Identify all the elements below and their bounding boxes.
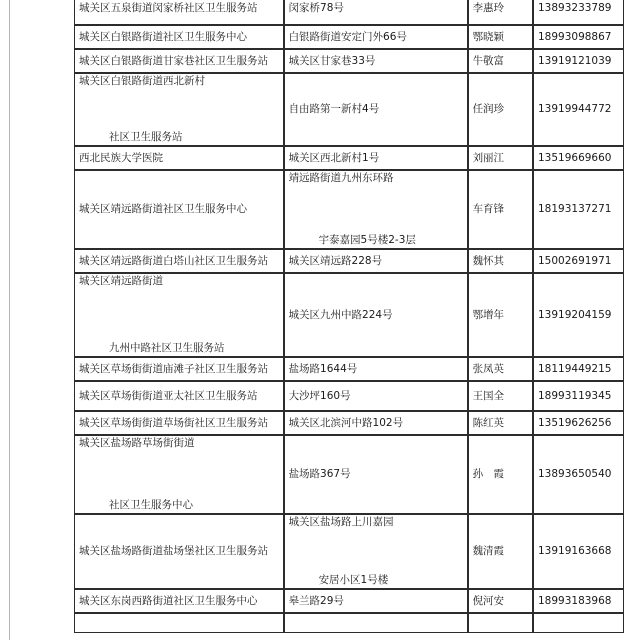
- facility-name-cell: [74, 49, 284, 73]
- contact-person-cell-text: 牛敬富: [472, 54, 505, 67]
- contact-person-cell-text: 王国全: [472, 389, 505, 402]
- address-cell-text: 城关区靖远路228号: [288, 254, 383, 267]
- address-cell-line: 靖远路街道九州东环路: [288, 172, 394, 184]
- facility-name-cell-text: 城关区白银路街道社区卫生服务中心: [79, 30, 247, 43]
- address-cell-line: 宇泰嘉园5号楼2-3层: [318, 234, 416, 246]
- facility-name-cell-text: 城关区草场街街道亚太社区卫生服务站: [79, 389, 258, 402]
- address-cell-text: 城关区北滨河中路102号: [288, 416, 404, 429]
- phone-number-cell: [533, 589, 624, 613]
- contact-person-cell: [468, 146, 533, 170]
- address-cell: [284, 411, 468, 435]
- contact-person-cell-text: 车育锋: [472, 203, 505, 215]
- phone-number-cell-text: 15002691971: [537, 254, 612, 267]
- facility-name-cell-text: 西北民族大学医院: [79, 151, 163, 164]
- contact-person-cell: [468, 25, 533, 49]
- phone-number-cell-text: 13919944772: [537, 103, 612, 115]
- facility-name-cell-line: 社区卫生服务中心: [109, 499, 193, 511]
- contact-person-cell: [468, 273, 533, 357]
- address-cell-line: 城关区盐场路上川嘉园: [288, 516, 394, 528]
- phone-number-cell-text: 18993098867: [537, 30, 612, 43]
- clinic-table: [74, 0, 624, 633]
- address-cell: [284, 25, 468, 49]
- phone-number-cell-text: 13519626256: [537, 416, 612, 429]
- address-cell: [284, 170, 468, 249]
- facility-name-cell-text: 城关区靖远路街道社区卫生服务中心: [79, 203, 247, 215]
- table-row: [74, 0, 624, 25]
- table-row: [74, 613, 624, 633]
- facility-name-cell: [74, 589, 284, 613]
- contact-person-cell-text: 李惠玲: [472, 2, 505, 14]
- phone-number-cell: [533, 0, 624, 25]
- contact-person-cell: [468, 0, 533, 25]
- address-cell: [284, 146, 468, 170]
- phone-number-cell-text: 13919121039: [537, 54, 612, 67]
- address-cell-text: 白银路街道安定门外66号: [288, 30, 407, 43]
- phone-number-cell-text: 18119449215: [537, 362, 612, 375]
- facility-name-cell-line: 九州中路社区卫生服务站: [109, 342, 225, 354]
- address-cell: [284, 273, 468, 357]
- phone-number-cell: [533, 435, 624, 514]
- clinic-table-wrapper: [74, 0, 624, 633]
- table-row: [74, 589, 624, 613]
- contact-person-cell-text: 孙 霞: [472, 468, 505, 480]
- address-cell-text: 城关区九州中路224号: [288, 308, 393, 321]
- address-cell: [284, 49, 468, 73]
- contact-person-cell-text: 任润珍: [472, 103, 505, 115]
- phone-number-cell-text: 18993183968: [537, 594, 612, 607]
- facility-name-cell: [74, 170, 284, 249]
- phone-number-cell: [533, 514, 624, 589]
- contact-person-cell: [468, 49, 533, 73]
- phone-number-cell-text: 13893650540: [537, 468, 612, 480]
- address-cell-text: 自由路第一新村4号: [288, 103, 380, 115]
- table-row: [74, 49, 624, 73]
- contact-person-cell: [468, 514, 533, 589]
- phone-number-cell: [533, 170, 624, 249]
- facility-name-cell-text: 城关区靖远路街道白塔山社区卫生服务站: [79, 254, 268, 267]
- table-row: [74, 514, 624, 589]
- phone-number-cell-text: 13919204159: [537, 308, 612, 321]
- table-row: [74, 357, 624, 381]
- facility-name-cell-text: 城关区白银路街道甘家巷社区卫生服务站: [79, 54, 268, 67]
- phone-number-cell-text: 18193137271: [537, 203, 612, 215]
- contact-person-cell-text: 倪河安: [472, 594, 505, 607]
- facility-name-cell: [74, 381, 284, 411]
- phone-number-cell: [533, 273, 624, 357]
- phone-number-cell: [533, 411, 624, 435]
- contact-person-cell: [468, 613, 533, 633]
- address-cell: [284, 435, 468, 514]
- contact-person-cell: [468, 589, 533, 613]
- contact-person-cell: [468, 357, 533, 381]
- page-edge-line: [9, 0, 10, 640]
- contact-person-cell: [468, 435, 533, 514]
- phone-number-cell: [533, 381, 624, 411]
- facility-name-cell-line: 社区卫生服务站: [109, 131, 183, 143]
- contact-person-cell: [468, 73, 533, 146]
- address-cell-text: 城关区西北新村1号: [288, 151, 380, 164]
- table-row: [74, 435, 624, 514]
- phone-number-cell: [533, 146, 624, 170]
- facility-name-cell: [74, 73, 284, 146]
- phone-number-cell: [533, 357, 624, 381]
- address-cell: [284, 249, 468, 273]
- facility-name-cell: [74, 514, 284, 589]
- contact-person-cell: [468, 411, 533, 435]
- table-row: [74, 146, 624, 170]
- address-cell-text: 城关区甘家巷33号: [288, 54, 376, 67]
- address-cell-text: 皋兰路29号: [288, 594, 344, 607]
- facility-name-cell-line: 城关区盐场路草场街街道: [79, 437, 195, 449]
- address-cell-text: 闵家桥78号: [288, 2, 344, 14]
- facility-name-cell: [74, 0, 284, 25]
- contact-person-cell-text: 张凤英: [472, 362, 505, 375]
- facility-name-cell-text: 城关区草场街街道草场街社区卫生服务站: [79, 416, 268, 429]
- address-cell-text: 盐场路1644号: [288, 362, 358, 375]
- phone-number-cell: [533, 613, 624, 633]
- facility-name-cell: [74, 146, 284, 170]
- address-cell-text: 盐场路367号: [288, 468, 351, 480]
- contact-person-cell: [468, 381, 533, 411]
- facility-name-cell: [74, 249, 284, 273]
- table-row: [74, 411, 624, 435]
- facility-name-cell-text: 城关区东岗西路街道社区卫生服务中心: [79, 594, 258, 607]
- phone-number-cell: [533, 25, 624, 49]
- table-row: [74, 381, 624, 411]
- phone-number-cell: [533, 49, 624, 73]
- table-row: [74, 273, 624, 357]
- contact-person-cell-text: 鄂晓颖: [472, 30, 505, 43]
- phone-number-cell: [533, 249, 624, 273]
- phone-number-cell-text: 13519669660: [537, 151, 612, 164]
- address-cell: [284, 514, 468, 589]
- phone-number-cell: [533, 73, 624, 146]
- contact-person-cell: [468, 249, 533, 273]
- address-cell-line: 安居小区1号楼: [318, 574, 389, 586]
- contact-person-cell-text: 魏怀其: [472, 254, 505, 267]
- facility-name-cell-text: 城关区五泉街道闵家桥社区卫生服务站: [79, 2, 258, 14]
- contact-person-cell-text: 陈红英: [472, 416, 505, 429]
- contact-person-cell: [468, 170, 533, 249]
- facility-name-cell-text: 城关区盐场路街道盐场堡社区卫生服务站: [79, 545, 268, 557]
- table-row: [74, 249, 624, 273]
- address-cell: [284, 73, 468, 146]
- facility-name-cell: [74, 357, 284, 381]
- address-cell: [284, 0, 468, 25]
- facility-name-cell: [74, 25, 284, 49]
- address-cell: [284, 613, 468, 633]
- clinic-table-body: [74, 0, 624, 633]
- address-cell: [284, 357, 468, 381]
- facility-name-cell: [74, 411, 284, 435]
- contact-person-cell-text: 鄂增年: [472, 308, 505, 321]
- facility-name-cell: [74, 273, 284, 357]
- facility-name-cell-line: 城关区白银路街道西北新村: [79, 75, 205, 87]
- facility-name-cell-text: 城关区草场街街道庙滩子社区卫生服务站: [79, 362, 268, 375]
- contact-person-cell-text: 刘丽江: [472, 151, 505, 164]
- address-cell-text: 大沙坪160号: [288, 389, 351, 402]
- table-row: [74, 170, 624, 249]
- phone-number-cell-text: 18993119345: [537, 389, 612, 402]
- table-row: [74, 73, 624, 146]
- contact-person-cell-text: 魏清霞: [472, 545, 505, 557]
- address-cell: [284, 381, 468, 411]
- table-row: [74, 25, 624, 49]
- address-cell: [284, 589, 468, 613]
- phone-number-cell-text: 13893233789: [537, 2, 612, 14]
- phone-number-cell-text: 13919163668: [537, 545, 612, 557]
- facility-name-cell-line: 城关区靖远路街道: [79, 275, 163, 287]
- facility-name-cell: [74, 613, 284, 633]
- facility-name-cell: [74, 435, 284, 514]
